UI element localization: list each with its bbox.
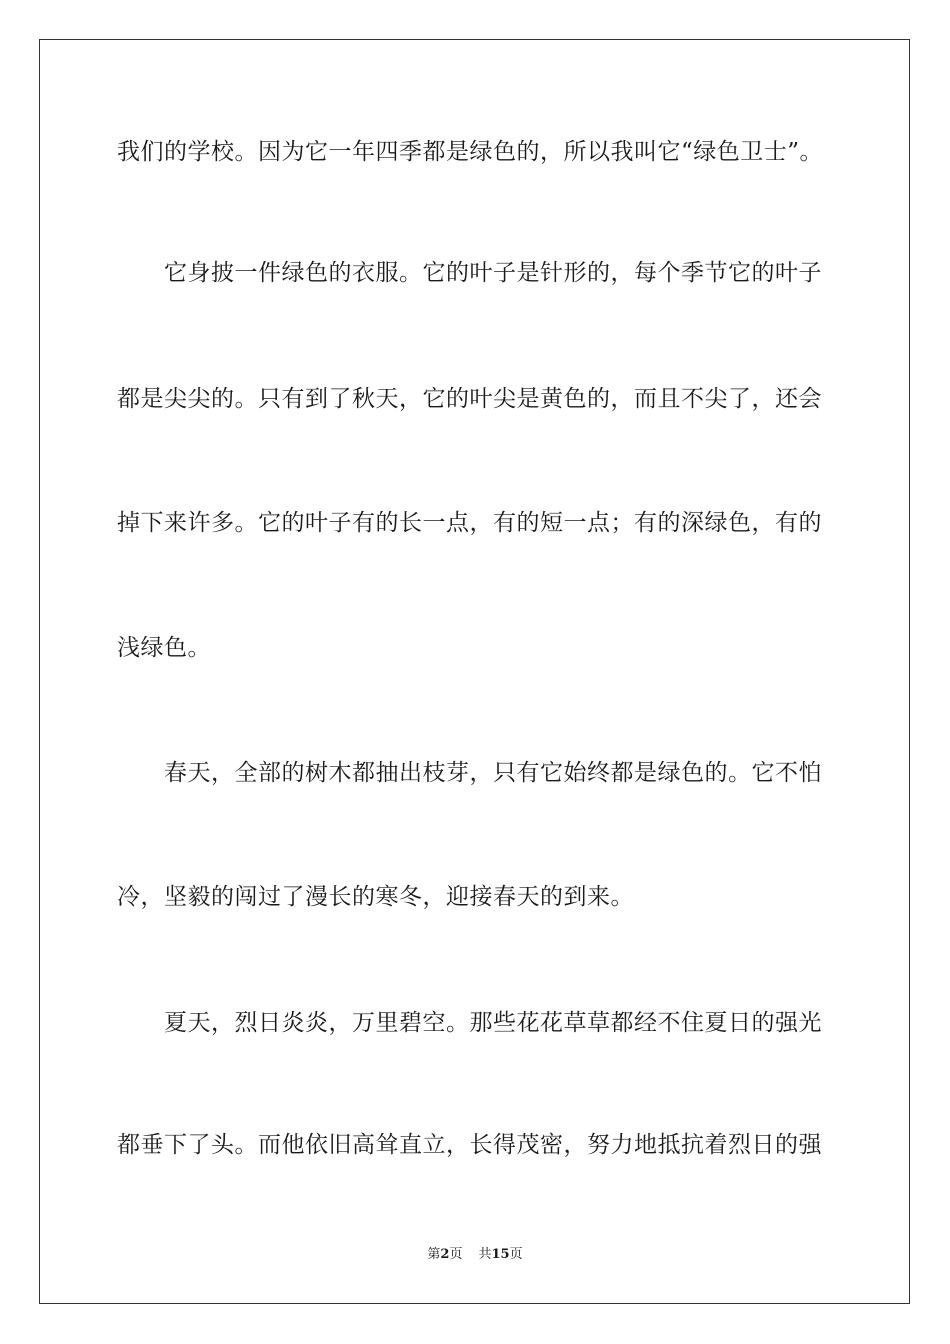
text-line-6: 春天，全部的树木都抽出枝芽，只有它始终都是绿色的。它不怕 [164, 760, 822, 786]
total-suffix: 页 [509, 1247, 523, 1262]
text-line-5: 浅绿色。 [117, 635, 211, 661]
text-line-2: 它身披一件绿色的衣服。它的叶子是针形的，每个季节它的叶子 [164, 260, 822, 286]
total-prefix: 共 [478, 1247, 492, 1262]
page-suffix: 页 [449, 1247, 463, 1262]
text-line-9: 都垂下了头。而他依旧高耸直立，长得茂密，努力地抵抗着烈日的强 [117, 1132, 822, 1158]
text-line-3: 都是尖尖的。只有到了秋天，它的叶尖是黄色的，而且不尖了，还会 [117, 386, 822, 412]
page-footer [0, 1246, 950, 1264]
text-line-7: 冷，坚毅的闯过了漫长的寒冬，迎接春天的到来。 [117, 884, 634, 910]
page-frame [39, 39, 910, 1304]
page-prefix: 第 [427, 1247, 441, 1262]
text-line-1: 我们的学校。因为它一年四季都是绿色的，所以我叫它“绿色卫士”。 [117, 139, 824, 165]
total-pages: 15 [491, 1247, 510, 1262]
text-line-8: 夏天，烈日炎炎，万里碧空。那些花花草草都经不住夏日的强光 [164, 1010, 822, 1036]
text-line-4: 掉下来许多。它的叶子有的长一点，有的短一点；有的深绿色，有的 [117, 510, 822, 536]
page-number: 2 [440, 1247, 450, 1262]
